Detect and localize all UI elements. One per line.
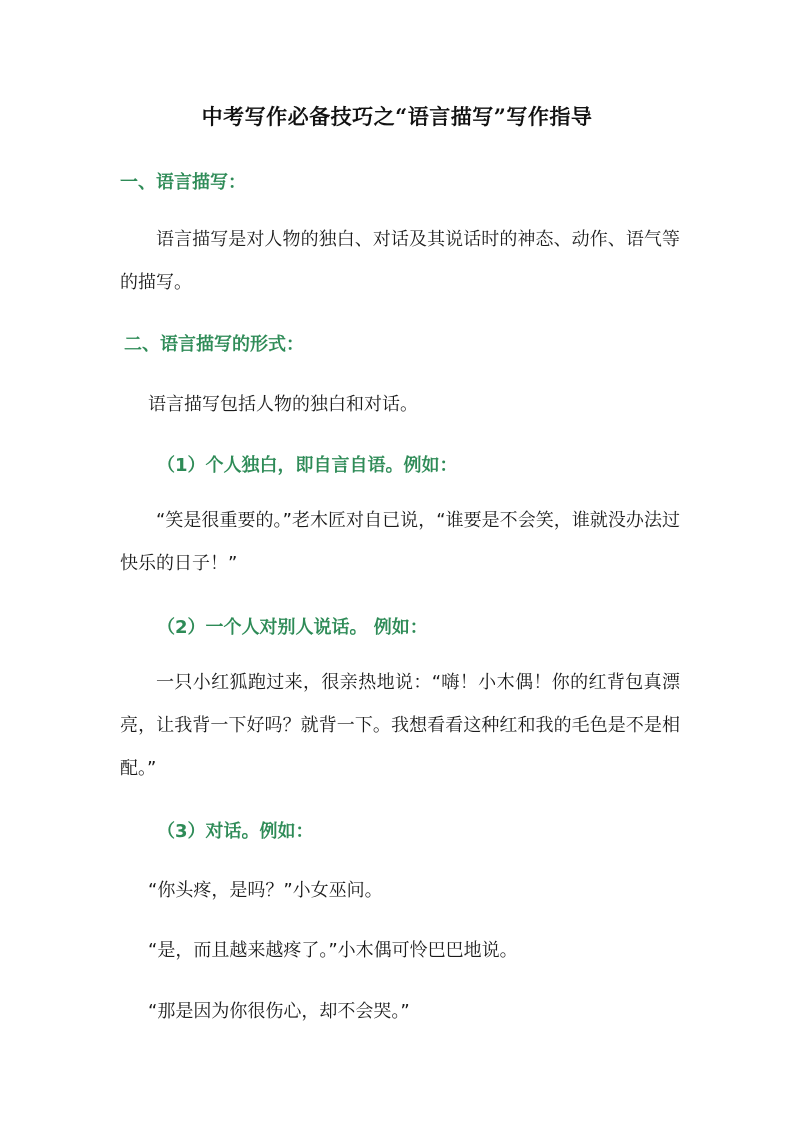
section2-intro: 语言描写包括人物的独白和对话。 xyxy=(148,394,418,415)
section1-paragraph: 语言描写是对人物的独白、对话及其说话时的神态、动作、语气等的描写。 xyxy=(120,229,680,293)
dialogue-line: “那是因为你很伤心，却不会哭。” xyxy=(148,1001,410,1022)
dialogue-line: “是，而且越来越疼了。”小木偶可怜巴巴地说。 xyxy=(148,940,518,961)
sub2-example: 一只小红狐跑过来，很亲热地说：“嗨！小木偶！你的红背包真漂亮，让我背一下好吗？就背一下。我想看看这种红和我的毛色是不是相配。” xyxy=(120,672,680,779)
sub1-heading: （1）个人独白，即自言自语。例如： xyxy=(157,455,458,476)
section2-heading: 二、语言描写的形式： xyxy=(124,334,304,355)
sub1-example: “笑是很重要的。”老木匠对自已说，“谁要是不会笑，谁就没办法过快乐的日子！” xyxy=(120,510,680,574)
dialogue-line: “你头疼，是吗？”小女巫问。 xyxy=(148,880,383,901)
sub2-heading: （2）一个人对别人说话。 例如： xyxy=(157,617,428,638)
sub3-heading: （3）对话。例如： xyxy=(157,821,314,842)
document-title: 中考写作必备技巧之“语言描写”写作指导 xyxy=(201,104,593,129)
section1-heading: 一、语言描写： xyxy=(120,172,246,193)
